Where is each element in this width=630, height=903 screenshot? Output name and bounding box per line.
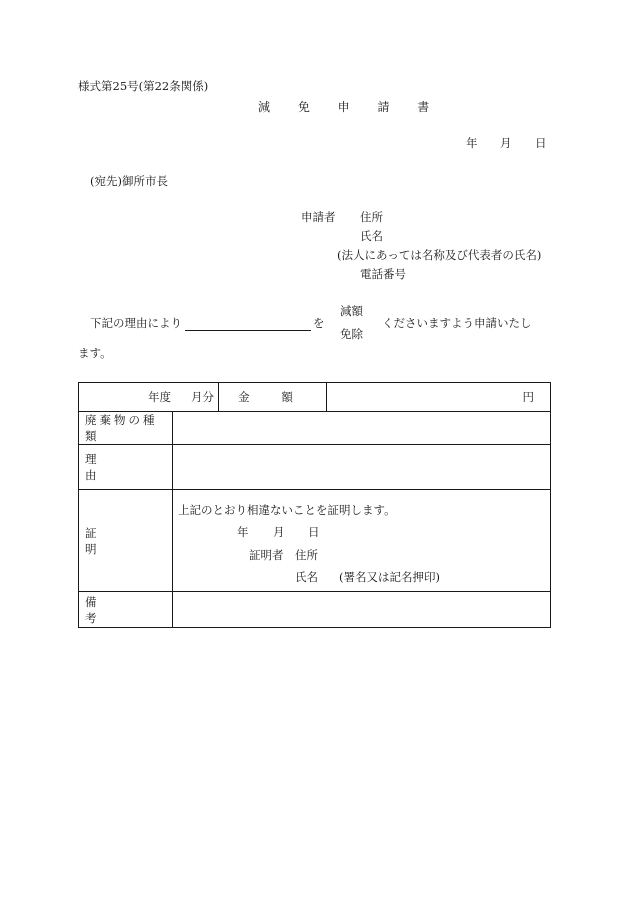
table-row-certification	[79, 490, 551, 592]
certification-label: 証 明	[85, 525, 149, 556]
option-reduction: 減額	[340, 304, 363, 318]
request-continuation: ます。	[78, 346, 112, 360]
table-row-period	[79, 383, 551, 412]
period-cell[interactable]	[79, 383, 219, 412]
cert-statement: 上記のとおり相違ないことを証明します。	[178, 503, 396, 517]
corporate-note: (法人にあっては名称及び代表者の氏名)	[337, 248, 542, 262]
date-day: 日	[535, 136, 547, 150]
applicant-phone-label: 電話番号	[360, 267, 406, 281]
certification-label-cell	[79, 490, 173, 592]
certification-value-cell[interactable]	[173, 490, 551, 592]
remarks-label-cell	[79, 592, 173, 628]
reason-label: 理 由	[85, 452, 149, 482]
remarks-label: 備 考	[85, 594, 149, 625]
waste-type-label: 廃棄物の種類	[85, 413, 158, 443]
request-suffix: くださいますよう申請いたし	[382, 316, 532, 330]
applicant-label: 申請者	[301, 210, 336, 224]
cert-address-label: 住所	[295, 548, 318, 562]
period-month-label: 月分	[191, 390, 214, 404]
reason-label-cell	[79, 445, 173, 490]
option-exemption: 免除	[340, 327, 363, 341]
cert-name-label: 氏名	[295, 570, 318, 584]
page-title: 減 免 申 請 書	[258, 100, 442, 114]
applicant-address-label: 住所	[360, 210, 383, 224]
date-month: 月	[500, 136, 512, 150]
waste-type-value-cell[interactable]	[173, 412, 551, 445]
amount-label-cell	[219, 383, 327, 412]
addressee: (宛先)御所市長	[90, 174, 168, 188]
amount-value-cell[interactable]	[327, 383, 551, 412]
request-prefix: 下記の理由により	[90, 316, 182, 330]
yen-unit: 円	[522, 390, 534, 404]
table-row-reason	[79, 445, 551, 490]
fee-item-blank	[185, 330, 311, 331]
request-particle: を	[313, 316, 325, 330]
remarks-value-cell[interactable]	[173, 592, 551, 628]
reason-value-cell[interactable]	[173, 445, 551, 490]
table-row-waste-type	[79, 412, 551, 445]
application-table	[78, 382, 551, 628]
date-year: 年	[466, 136, 478, 150]
cert-day: 日	[308, 525, 320, 539]
applicant-name-label: 氏名	[360, 229, 383, 243]
cert-month: 月	[273, 525, 285, 539]
form-number: 様式第25号(第22条関係)	[78, 79, 209, 93]
period-year-label: 年度	[148, 390, 171, 404]
waste-type-label-cell	[79, 412, 173, 445]
cert-year: 年	[237, 525, 249, 539]
cert-sign-note: (署名又は記名押印)	[339, 570, 440, 584]
table-row-remarks	[79, 592, 551, 628]
amount-label: 金 額	[238, 390, 307, 404]
certifier-label: 証明者	[249, 548, 284, 562]
